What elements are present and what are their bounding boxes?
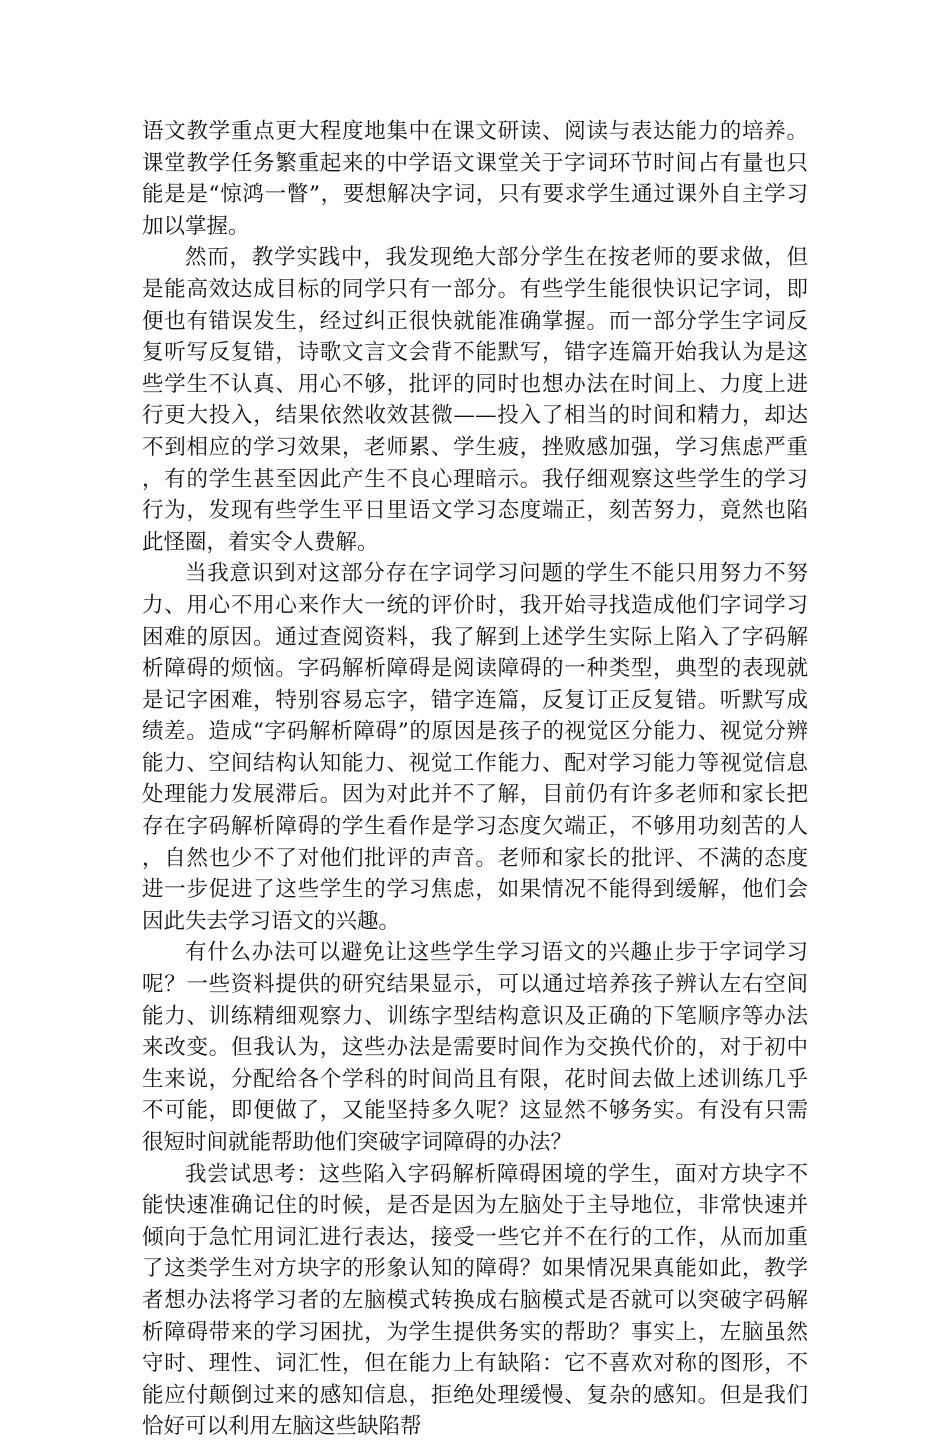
paragraph-2: 然而，教学实践中，我发现绝大部分学生在按老师的要求做，但是能高效达成目标的同学只有一部分。有些学生能很快识记字词，即便也有错误发生，经过纠正很快就能准确掌握。而一部分学生字词反复听写反复错，诗歌文言文会背不能默写，错字连篇开始我认为是这些学生不认真、用心不够，批评的同时也想办法在时间上、力度上进行更大投入，结果依然收效甚微——投入了相当的时间和精力，却达不到相应的学习效果，老师累、学生疲，挫败感加强，学习焦虑严重，有的学生甚至因此产生不良心理暗示。我仔细观察这些学生的学习行为，发现有些学生平日里语文学习态度端正，刻苦努力，竟然也陷此怪圈，着实令人费解。	[142, 245, 808, 555]
paragraph-4: 有什么办法可以避免让这些学生学习语文的兴趣止步于字词学习呢？一些资料提供的研究结果显示，可以通过培养孩子辨认左右空间能力、训练精细观察力、训练字型结构意识及正确的下笔顺序等办法来改变。但我认为，这些办法是需要时间作为交换代价的，对于初中生来说，分配给各个学科的时间尚且有限，花时间去做上述训练几乎不可能，即便做了，又能坚持多久呢？这显然不够务实。有没有只需很短时间就能帮助他们突破字词障碍的办法？	[142, 940, 808, 1155]
document-body	[142, 116, 808, 1443]
paragraph-1: 语文教学重点更大程度地集中在课文研读、阅读与表达能力的培养。课堂教学任务繁重起来的中学语文课堂关于字词环节时间占有量也只能是是“惊鸿一瞥”，要想解决字词，只有要求学生通过课外自主学习加以掌握。	[142, 119, 808, 239]
paragraph-5: 我尝试思考：这些陷入字码解析障碍困境的学生，面对方块字不能快速准确记住的时候，是否是因为左脑处于主导地位，非常快速并倾向于急忙用词汇进行表达，接受一些它并不在行的工作，从而加重了这类学生对方块字的形象认知的障碍？如果情况果真能如此，教学者想办法将学习者的左脑模式转换成右脑模式是否就可以突破字码解析障碍带来的学习困扰，为学生提供务实的帮助？事实上，左脑虽然守时、理性、词汇性，但在能力上有缺陷：它不喜欢对称的图形，不能应付颠倒过来的感知信息，拒绝处理缓慢、复杂的感知。但是我们恰好可以利用左脑这些缺陷帮	[142, 1161, 808, 1440]
paragraph-3: 当我意识到对这部分存在字词学习问题的学生不能只用努力不努力、用心不用心来作大一统的评价时，我开始寻找造成他们字词学习困难的原因。通过查阅资料，我了解到上述学生实际上陷入了字码解析障碍的烦恼。字码解析障碍是阅读障碍的一种类型，典型的表现就是记字困难，特别容易忘字，错字连篇，反复订正反复错。听默写成绩差。造成“字码解析障碍”的原因是孩子的视觉区分能力、视觉分辨能力、空间结构认知能力、视觉工作能力、配对学习能力等视觉信息处理能力发展滞后。因为对此并不了解，目前仍有许多老师和家长把存在字码解析障碍的学生看作是学习态度欠端正，不够用功刻苦的人，自然也少不了对他们批评的声音。老师和家长的批评、不满的态度进一步促进了这些学生的学习焦虑，如果情况不能得到缓解，他们会因此失去学习语文的兴趣。	[142, 561, 808, 934]
